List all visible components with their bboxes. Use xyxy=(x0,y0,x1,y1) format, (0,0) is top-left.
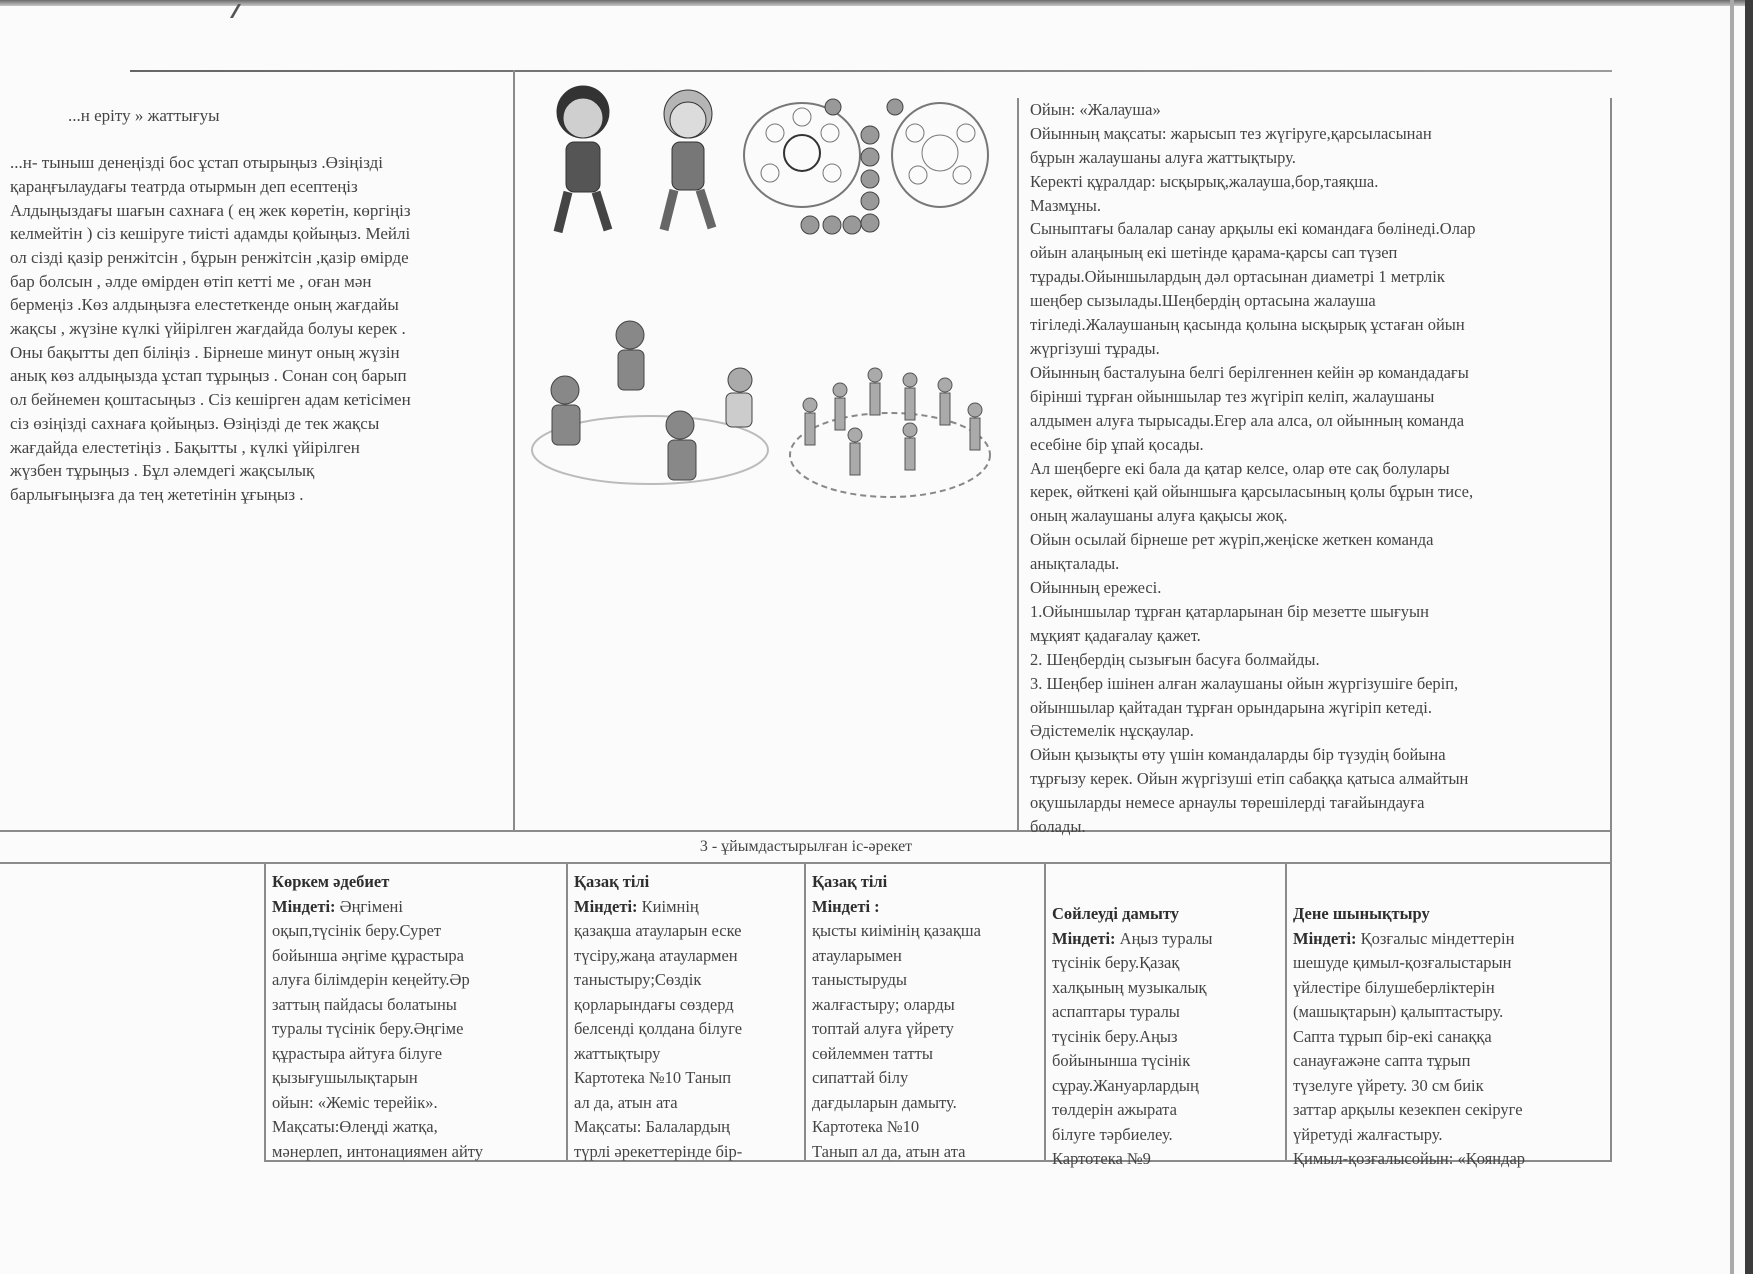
game-text-line: бірінші тұрған ойыншылар тез жүгіріп келіп, жалаушаны xyxy=(1030,386,1435,406)
game-text-line: 1.Ойыншылар тұрған қатарларынан бір мезетте шығуын xyxy=(1030,601,1429,621)
activity-text-line: Міндеті: Қозғалыс міндеттерін xyxy=(1293,928,1515,948)
game-text-line: Ойынның мақсаты: жарысып тез жүгіруге,қарсыласынан xyxy=(1030,123,1432,143)
game-text-line: ойыншылар қайтадан тұрған орындарына жүгіріп кетеді. xyxy=(1030,697,1432,717)
activity-subject: Дене шынықтыру xyxy=(1293,904,1430,923)
activity-text-line: аспаптары туралы xyxy=(1052,1002,1180,1021)
game-text-line: Ойынның басталуына белгі берілгеннен кейін әр командадағы xyxy=(1030,362,1469,382)
activity-text-line: үйретуді жалғастыру. xyxy=(1293,1124,1443,1144)
activity-cell xyxy=(272,870,562,1164)
activity-text-line: заттың пайдасы болатыны xyxy=(272,994,457,1014)
game-text-line: бұрын жалаушаны алуға жаттықтыру. xyxy=(1030,147,1296,167)
activity-text-line: түсінік беру.Қазақ xyxy=(1052,953,1180,972)
game-text-line: Ойын осылай бірнеше рет жүріп,жеңіске жеткен команда xyxy=(1030,530,1434,550)
game-text-line: керек, өйткені қай ойыншыға қарсыласының қолы бұрын тисе, xyxy=(1030,482,1474,502)
activity-text-line: түсінік беру.Аңыз xyxy=(1052,1026,1178,1046)
children-circle-game-illustration xyxy=(785,355,995,505)
game-text-line: 3. Шеңбер ішінен алған жалаушаны ойын жүргізушіге беріп, xyxy=(1030,673,1459,693)
game-text-line: жүргізуші тұрады. xyxy=(1030,338,1160,358)
section-header: 3 - ұйымдастырылған іс-әрекет xyxy=(699,838,913,855)
activity-text-line: Танып ал да, атын ата xyxy=(812,1141,966,1161)
exercise-text-line: жүзбен тұрыңыз . Бұл әлемдегі жақсылық xyxy=(10,461,315,481)
activity-text-line: санауғажәне сапта тұрып xyxy=(1293,1051,1471,1070)
relaxation-exercise-cell xyxy=(10,80,510,530)
activity-subject: Қазақ тілі xyxy=(574,872,650,891)
activity-text-line: Міндеті: Киімнің xyxy=(574,896,699,916)
activity-text-line: жаттықтыру xyxy=(574,1043,661,1063)
game-text-line: Ойын қызықты өту үшін командаларды бір түзудің бойына xyxy=(1030,745,1446,765)
game-text-line: Мазмұны. xyxy=(1030,195,1102,215)
activity-text-line: Қимыл-қозғалысойын: «Қояндар xyxy=(1293,1149,1526,1168)
activity-text-line: сұрау.Жануарлардың xyxy=(1052,1075,1199,1095)
activity-text-line: үйлестіре білушеберліктерін xyxy=(1293,977,1495,997)
bottom-divider-2 xyxy=(566,862,568,1162)
activity-text-line: қысты киімінің қазақша xyxy=(812,921,981,940)
activity-cell xyxy=(574,870,802,1164)
activity-text-line: оқып,түсінік беру.Сурет xyxy=(272,921,442,940)
activity-text-line: ал да, атын ата xyxy=(574,1092,678,1112)
activity-text-line: қызығушылықтарын xyxy=(272,1068,418,1087)
activity-text-line: Картотека №9 xyxy=(1052,1149,1151,1168)
activity-cell xyxy=(1052,902,1280,1172)
scan-mark xyxy=(216,4,241,18)
table-top-border xyxy=(130,70,1612,72)
activity-text-line: қорларындағы сөздерд xyxy=(574,994,734,1014)
activity-text-line: білуге тәрбиелеу. xyxy=(1052,1124,1173,1144)
game-text-line: Әдістемелік нұсқаулар. xyxy=(1030,721,1194,741)
exercise-text-line: сіз өзіңізді сахнаға қойыңыз. Өзіңізді де тек жақсы xyxy=(10,413,380,433)
exercise-text-line: Алдыңыздағы шағын сахнаға ( ең жек көретін, көргіңіз xyxy=(10,200,411,220)
activity-text-line: топтай алуға үйрету xyxy=(812,1019,954,1038)
running-children-illustration xyxy=(528,72,738,242)
game-text-line: оқушыларды немесе арнаулы төрешілерді тағайындауға xyxy=(1030,793,1425,813)
exercise-text-line: ол сізді қазір ренжітсін , бұрын ренжітсін ,қазір өмірде xyxy=(10,247,409,267)
activity-text-line: туралы түсінік беру.Әңгіме xyxy=(272,1019,464,1038)
game-text-line: тігіледі.Жалаушаның қасында қолына ысқырық ұстаған ойын xyxy=(1030,315,1465,335)
activity-text-line: ойын: «Жеміс терейік». xyxy=(272,1092,438,1112)
table-divider-2 xyxy=(1017,98,1019,832)
activity-text-line: сөйлеммен татты xyxy=(812,1043,933,1063)
activity-text-line: таныстыру;Сөздік xyxy=(574,970,702,989)
activity-text-line: атауларымен xyxy=(812,945,902,965)
activity-text-line: бойынынша түсінік xyxy=(1052,1051,1191,1070)
game-text-line: алдымен алуға тырысады.Егер ала алса, ол ойынның команда xyxy=(1030,410,1465,430)
activity-text-line: алуға білімдерін кеңейту.Әр xyxy=(272,970,470,989)
activity-text-line: халқының музыкалық xyxy=(1052,977,1207,997)
bottom-divider-3 xyxy=(804,862,806,1162)
activity-subject: Қазақ тілі xyxy=(812,872,888,891)
activity-text-line: дағдыларын дамыту. xyxy=(812,1092,957,1112)
activity-text-line: заттар арқылы кезекпен секіруге xyxy=(1293,1100,1523,1119)
activity-text-line: Міндеті: Әңгімені xyxy=(272,896,403,916)
game-text-line: мұқият қадағалау қажет. xyxy=(1030,625,1201,645)
activity-text-line: Картотека №10 Танып xyxy=(574,1068,732,1087)
game-text-line: 2. Шеңбердің сызығын басуға болмайды. xyxy=(1030,649,1320,669)
exercise-text-line: анық көз алдыңызда ұстап тұрыңыз . Сонан соң барып xyxy=(10,366,407,386)
table-divider-1 xyxy=(513,70,515,832)
activity-cell xyxy=(1293,902,1608,1172)
exercise-text-line: келмейтін ) сіз кешіруге тиісті адамды қойыңыз. Мейлі xyxy=(10,224,411,244)
bottom-divider-1 xyxy=(264,862,266,1162)
activity-text-line: белсенді қолдана білуге xyxy=(574,1019,743,1038)
exercise-title: ...н еріту » жаттығуы xyxy=(68,105,220,125)
activity-text-line: түсіру,жаңа атаулармен xyxy=(574,945,738,965)
activity-text-line: Сапта тұрып бір-екі санаққа xyxy=(1293,1026,1492,1046)
table-right-border xyxy=(1610,98,1612,1162)
activity-text-line: Міндеті: Аңыз туралы xyxy=(1052,928,1213,948)
game-text-line: анықталады. xyxy=(1030,554,1120,574)
activity-text-line: Мақсаты:Өлеңді жатқа, xyxy=(272,1117,438,1136)
activity-cell xyxy=(812,870,1040,1164)
exercise-text-line: ол бейнемен қоштасыңыз . Сіз кешірген адам кетісімен xyxy=(10,390,411,410)
game-description-text xyxy=(1030,98,1610,839)
activity-text-line: төлдерін ажырата xyxy=(1052,1100,1177,1119)
activity-text-line: мәнерлеп, интонациямен айту xyxy=(272,1141,484,1161)
scan-shadow xyxy=(0,0,1753,6)
activity-text-line: құрастыра айтуға білуге xyxy=(272,1043,443,1063)
game-text-line: есебіне бір ұпай қосады. xyxy=(1030,434,1204,454)
game-text-line: шеңбер сызылады.Шеңбердің ортасына жалауша xyxy=(1030,291,1376,311)
activity-text-line: түрлі әрекеттерінде бір- xyxy=(574,1141,743,1161)
game-text-line: Сыныптағы балалар санау арқылы екі командаға бөлінеді.Олар xyxy=(1030,219,1476,239)
game-text-line: болады. xyxy=(1030,817,1086,837)
exercise-text-line: бар болсын , әлде өмірден өтіп кетті ме , оған мән xyxy=(10,271,372,291)
activity-subject: Сөйлеуді дамыту xyxy=(1052,904,1179,923)
game-text-line: Керекті құралдар: ысқырық,жалауша,бор,таяқша. xyxy=(1030,171,1379,191)
activity-text-line: сипаттай білу xyxy=(812,1068,909,1087)
activity-text-line: жалғастыру; оларды xyxy=(812,994,955,1014)
activity-text-line: бойынша әңгіме құрастыра xyxy=(272,945,464,965)
flag-game-description-cell xyxy=(1030,74,1610,863)
activity-text-line: түзелуге үйрету. 30 см биік xyxy=(1293,1075,1484,1095)
exercise-text-line: бермеңіз .Көз алдыңызға елестеткенде оның жағдайы xyxy=(10,295,399,315)
bottom-divider-5 xyxy=(1285,862,1287,1162)
activity-subject: Көркем әдебиет xyxy=(272,872,390,891)
activity-text-line: Картотека №10 xyxy=(812,1117,920,1136)
activity-text-line: қазақша атауларын еске xyxy=(574,921,742,940)
game-text-line: Ойынның ережесі. xyxy=(1030,578,1162,598)
exercise-text-line: барлығыңызға да тең жететінін ұғыңыз . xyxy=(10,484,304,504)
page-edge xyxy=(1730,0,1734,1274)
exercise-text xyxy=(10,151,510,507)
game-text-line: тұрғызу керек. Ойын жүргізуші етіп сабаққа қатыса алмайтын xyxy=(1030,769,1469,789)
relay-game-diagram xyxy=(740,95,990,245)
bottom-divider-4 xyxy=(1044,862,1046,1162)
activity-text-line: таныстыруды xyxy=(812,970,907,989)
game-text-line: оның жалаушаны алуға қақысы жоқ. xyxy=(1030,506,1288,526)
exercise-text-line: жағдайда елестетіңіз . Бақытты , күлкі үйірілген xyxy=(10,437,360,457)
activity-text-line: (машықтарын) қалыптастыру. xyxy=(1293,1002,1504,1021)
exercise-text-line: Оны бақытты деп біліңіз . Бірнеше минут оның жүзін xyxy=(10,342,400,362)
exercise-text-line: ...н- тыныш денеңізді бос ұстап отырыңыз .Өзіңізді xyxy=(10,153,383,173)
activity-text-line: Мақсаты: Балалардың xyxy=(574,1117,730,1136)
game-text-line: тұрады.Ойыншылардың дәл ортасынан диаметрі 1 метрлік xyxy=(1030,267,1445,287)
page-edge-dark xyxy=(1745,0,1753,1274)
game-text-line: Ал шеңберге екі бала да қатар келсе, олар өте сақ болулары xyxy=(1030,458,1450,478)
activity-text-line: Міндеті : xyxy=(812,896,880,916)
exercise-text-line: жақсы , жүзіне күлкі үйірілген жағдайда болуы керек . xyxy=(10,319,406,339)
game-text-line: Ойын: «Жалауша» xyxy=(1030,99,1161,119)
children-playing-circle-illustration xyxy=(530,315,770,495)
exercise-text-line: қараңғылаудағы театрда отырмын деп есептеңіз xyxy=(10,176,358,196)
game-text-line: ойын алаңының екі шетінде қарама-қарсы сап түзеп xyxy=(1030,243,1398,263)
activity-text-line: шешуде қимыл-қозғалыстарын xyxy=(1293,953,1512,972)
